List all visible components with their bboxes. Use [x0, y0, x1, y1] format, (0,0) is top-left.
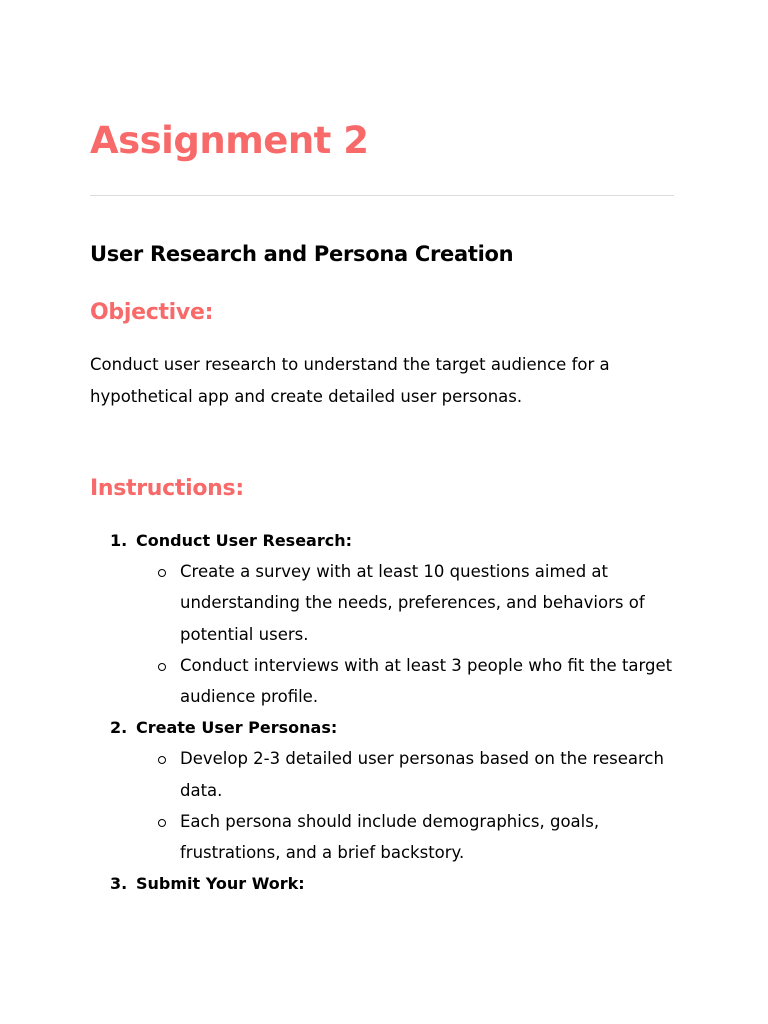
- step-bullet-list: [110, 743, 690, 868]
- objective-text: Conduct user research to understand the target audience for a hypothetical app and create detailed user personas.: [90, 355, 610, 406]
- bullet-text: Develop 2-3 detailed user personas based on the research data.: [180, 749, 664, 800]
- step-bullet-list: [110, 556, 690, 712]
- bullet-text: Create a survey with at least 10 questions aimed at understanding the needs, preferences, and behaviors of potential users.: [180, 562, 645, 644]
- step-title: Submit Your Work:: [136, 874, 305, 894]
- step-item: [110, 868, 690, 899]
- hollow-circle-bullet-icon: [158, 569, 166, 577]
- title-divider: [90, 195, 674, 196]
- step-number: 3.: [110, 874, 128, 894]
- bullet-item: [180, 650, 680, 712]
- bullet-item: [180, 806, 680, 868]
- bullet-item: [180, 743, 680, 805]
- step-item: [110, 525, 690, 712]
- hollow-circle-bullet-icon: [158, 756, 166, 764]
- hollow-circle-bullet-icon: [158, 819, 166, 827]
- bullet-item: [180, 556, 680, 650]
- objective-heading: Objective:: [90, 300, 214, 325]
- instructions-heading: Instructions:: [90, 476, 244, 501]
- hollow-circle-bullet-icon: [158, 663, 166, 671]
- assignment-subtitle: User Research and Persona Creation: [90, 242, 514, 266]
- step-number: 2.: [110, 718, 128, 738]
- bullet-text: Each persona should include demographics, goals, frustrations, and a brief backstory.: [180, 811, 600, 862]
- instructions-list: [110, 525, 690, 899]
- page-title: Assignment 2: [90, 119, 369, 162]
- step-title: Create User Personas:: [136, 718, 338, 738]
- step-number: 1.: [110, 531, 128, 550]
- step-item: [110, 712, 690, 868]
- bullet-text: Conduct interviews with at least 3 people who fit the target audience profile.: [180, 655, 673, 706]
- step-title: Conduct User Research:: [136, 531, 353, 550]
